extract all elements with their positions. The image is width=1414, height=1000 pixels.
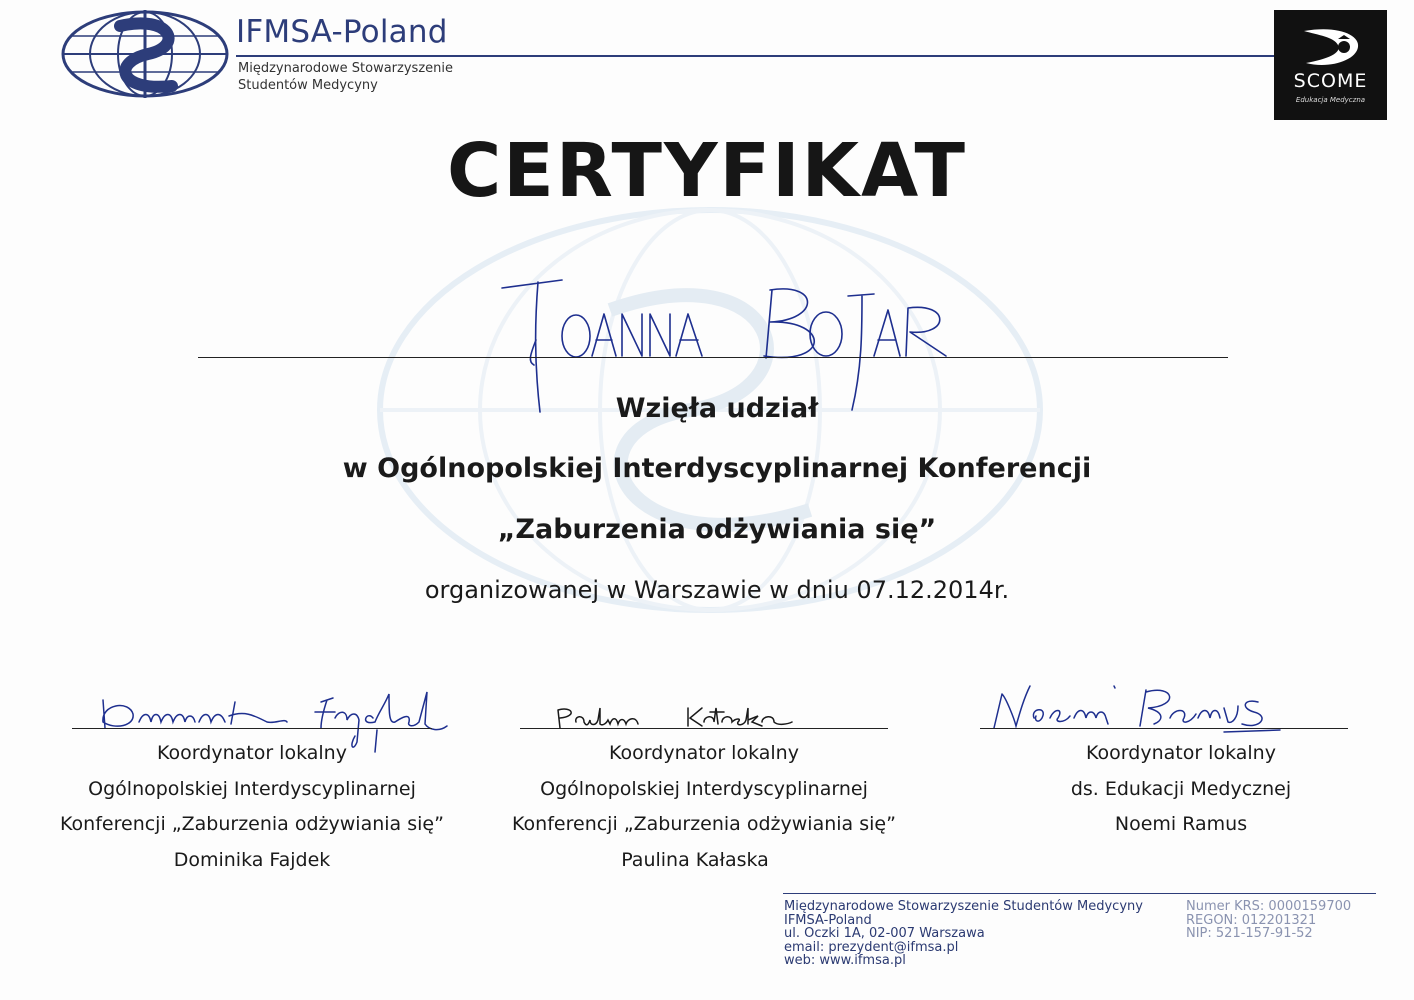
signatory-name: Noemi Ramus	[1114, 813, 1248, 835]
signatory-role: Koordynator lokalny	[1086, 742, 1276, 764]
signature-line	[980, 728, 1348, 729]
signature-line	[72, 728, 432, 729]
footer-registry	[1186, 900, 1351, 941]
signatory-description: ds. Edukacji Medycznej	[1070, 777, 1292, 800]
signature-line	[520, 728, 888, 729]
footer-regon: REGON: 012201321	[1186, 912, 1317, 928]
signatory-description: Ogólnopolskiej Interdyscyplinarnej	[88, 777, 416, 800]
recipient-name-line	[198, 357, 1228, 358]
footer-web: web: www.ifmsa.pl	[784, 953, 906, 969]
event-location-date: organizowanej w Warszawie w dniu 07.12.2014r.	[424, 576, 1010, 604]
scome-logo	[1274, 10, 1387, 120]
conference-title: „Zaburzenia odżywiania się”	[497, 514, 937, 545]
signature-noemi-ramus	[984, 678, 1294, 738]
footer-address-line: ul. Oczki 1A, 02-007 Warszawa	[784, 926, 985, 942]
signatory-name: Dominika Fajdek	[173, 848, 331, 871]
footer-address-line: Międzynarodowe Stowarzyszenie Studentów Medycyny	[784, 899, 1143, 914]
footer-krs: Numer KRS: 0000159700	[1186, 899, 1352, 914]
scome-emblem-icon	[1298, 25, 1362, 69]
ifmsa-globe-icon	[60, 8, 230, 100]
scome-subtitle: Edukacja Medyczna	[1295, 96, 1366, 104]
signatory-name: Paulina Kałaska	[621, 848, 769, 871]
org-subtitle	[238, 60, 453, 94]
footer-address-line: IFMSA-Poland	[784, 912, 872, 928]
signatory-description: Ogólnopolskiej Interdyscyplinarnej	[540, 777, 868, 800]
signature-paulina-kalaska	[552, 700, 802, 736]
scome-title: SCOME	[1293, 70, 1368, 92]
signatory-block	[52, 736, 452, 878]
footer-address	[784, 900, 1143, 968]
conference-name: w Ogólnopolskiej Interdyscyplinarnej Konferencji	[342, 453, 1092, 484]
footer-nip: NIP: 521-157-91-52	[1186, 926, 1313, 942]
signatory-block	[500, 736, 908, 878]
signatory-role: Koordynator lokalny	[157, 742, 347, 764]
signatory-description: Konferencji „Zaburzenia odżywiania się”	[60, 813, 444, 835]
certificate-title: CERTYFIKAT	[446, 128, 967, 214]
signatory-description: Konferencji „Zaburzenia odżywiania się”	[512, 813, 896, 835]
footer-rule	[783, 893, 1376, 894]
footer-email: email: prezydent@ifmsa.pl	[784, 939, 959, 955]
org-subtitle-line: Studentów Medycyny	[238, 78, 378, 93]
org-name: IFMSA-Poland	[236, 14, 448, 50]
signatory-role: Koordynator lokalny	[609, 742, 799, 764]
participation-statement: Wzięła udział	[615, 393, 819, 424]
org-subtitle-line: Międzynarodowe Stowarzyszenie	[238, 61, 453, 76]
signatory-block	[980, 736, 1382, 843]
header-rule	[236, 55, 1276, 57]
